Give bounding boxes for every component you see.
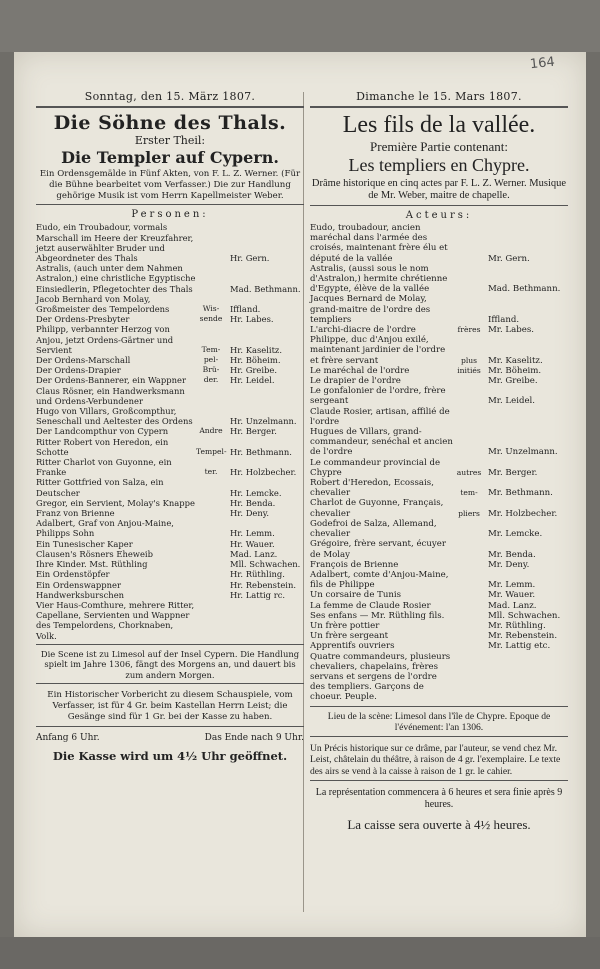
- cast-row: [310, 641, 568, 651]
- cast-row: [310, 325, 568, 335]
- cast-actor: Hr. Rebenstein.: [230, 579, 297, 590]
- cast-role: Un frère pottier: [310, 620, 380, 631]
- cast-actor: Hr. Gern.: [230, 253, 270, 263]
- cast-row: [310, 223, 568, 264]
- cast-role: Ritter Charlot von Guyonne, ein Franke: [36, 457, 172, 478]
- cast-role: Astralis, (auch unter dem Nahmen Astralon,) eine christliche Egyptische Einsiedlerin, Pflegetochter des Thals: [36, 263, 196, 294]
- cast-actor: Hr. Deny.: [230, 508, 270, 519]
- cast-role: Quatre commandeurs, plusieurs chevaliers, chapelains, frères servans et sergens de l'ordre des templiers. Garçons de choeur. Peuple.: [310, 651, 451, 703]
- cast-actor: Mr. Bethmann.: [488, 488, 553, 499]
- cast-group: Tem-: [201, 344, 221, 354]
- cast-group: initiés: [457, 365, 481, 375]
- cast-actor: Mll. Schwachen.: [230, 559, 301, 570]
- cast-actor: Iffland.: [230, 304, 261, 315]
- cast-row: [36, 263, 304, 294]
- cast-row: [36, 580, 304, 590]
- cast-actor: Mll. Schwachen.: [488, 610, 561, 621]
- cast-actor: Hr. Lemcke.: [230, 487, 282, 498]
- german-description: Ein Ordensgemälde in Fünf Akten, von F. L. Z. Werner. (Für die Bühne bearbeitet vom Verfasser.) Die zur Handlung gehörige Musik ist vom Herrn Kapellmeister Weber.: [39, 169, 301, 201]
- cast-actor: Hr. Böheim.: [230, 355, 281, 366]
- cast-row: [310, 611, 568, 621]
- cast-role: Ihre Kinder. Mst. Rüthling: [36, 559, 148, 570]
- cast-role: Handwerksburschen: [36, 589, 125, 600]
- cast-actor: Iffland.: [488, 314, 520, 325]
- cast-row: [310, 376, 568, 386]
- cast-row: [36, 559, 304, 569]
- cast-row: [36, 518, 304, 538]
- cast-role: Der Ordens-Bannerer, ein Wappner: [36, 375, 186, 386]
- cast-role: Der Landcompthur von Cypern: [36, 426, 169, 437]
- cast-actor: Hr. Unzelmann.: [230, 416, 297, 427]
- cast-role: Adalbert, comte d'Anjou-Maine, fils de Philippe: [310, 569, 449, 591]
- cast-row: [310, 601, 568, 611]
- cast-role: Le drapier de l'ordre: [310, 376, 401, 387]
- folio-number: 164: [529, 54, 556, 73]
- cast-role: Clausen's Rösners Eheweib: [36, 548, 153, 559]
- rule: [310, 706, 568, 707]
- cast-role: Adalbert, Graf von Anjou-Maine, Philipps Sohn: [36, 518, 174, 539]
- cast-actor: Hr. Wauer.: [230, 538, 275, 549]
- cast-role: Le gonfalonier de l'ordre, frère sergeant: [310, 386, 446, 407]
- french-scene: Lieu de la scène: Limesol dans l'île de Chypre. Epoque de l'événement: l'an 1306.: [327, 710, 551, 733]
- cast-actor: Mr. Berger.: [488, 467, 538, 478]
- cast-row: [36, 590, 304, 600]
- cast-row: [36, 386, 304, 406]
- cast-row: [36, 355, 304, 365]
- cast-role: Philipp, verbannter Herzog von Anjou, jetzt Ordens-Gärtner und Servient: [36, 324, 174, 355]
- cast-row: [310, 498, 568, 518]
- french-cast-heading: Acteurs:: [405, 210, 473, 221]
- cast-role: Jacob Bernhard von Molay, Großmeister des Tempelordens: [36, 293, 170, 315]
- rule: [310, 205, 568, 206]
- french-date: Dimanche le 15. Mars 1807.: [356, 90, 522, 103]
- cast-row: [36, 294, 304, 314]
- cast-role: Vier Haus-Comthure, mehrere Ritter, Capellane, Servienten und Wappner des Tempelordens, Chorknaben, Volk.: [36, 599, 195, 641]
- cast-actor: Hr. Leidel.: [230, 375, 275, 386]
- cast-row: [310, 386, 568, 406]
- cast-actor: Hr. Rüthling.: [230, 569, 285, 580]
- cast-role: Ein Tunesischer Kaper: [36, 538, 133, 549]
- cast-actor: Mr. Rüthling.: [488, 620, 546, 631]
- cast-actor: Mr. Böheim.: [488, 365, 542, 376]
- cast-role: Charlot de Guyonne, Français, chevalier: [310, 498, 444, 519]
- cast-group: pliers: [458, 508, 480, 518]
- cast-group: Tempel-: [196, 446, 227, 456]
- cast-role: Claude Rosier, artisan, affilié de l'ordre: [310, 406, 450, 427]
- cast-role: Der Ordens-Marschall: [36, 355, 131, 366]
- german-cast-heading: Personen:: [131, 209, 209, 221]
- cast-actor: Mr. Lemm.: [488, 580, 536, 591]
- cast-role: Ritter Robert von Heredon, ein Schotte: [36, 436, 169, 457]
- rule: [36, 644, 304, 645]
- cast-row: [310, 335, 568, 366]
- cast-actor: Mr. Kaselitz.: [488, 355, 543, 366]
- cast-actor: Mr. Holzbecher.: [488, 508, 558, 519]
- cast-role: Der Ordens-Drapier: [36, 365, 121, 376]
- rule: [310, 780, 568, 781]
- cast-row: [310, 590, 568, 600]
- cast-actor: Hr. Bethmann.: [230, 446, 292, 457]
- cast-group: Brü-: [202, 365, 220, 375]
- cast-role: Der Ordens-Presbyter: [36, 314, 130, 325]
- cast-actor: Hr. Lemm.: [230, 528, 275, 539]
- german-times: [36, 733, 304, 743]
- german-cast-list: [36, 222, 304, 640]
- german-play-title: Die Templer auf Cypern.: [61, 148, 279, 167]
- rule: [310, 736, 568, 737]
- cast-role: L'archi-diacre de l'ordre: [310, 325, 416, 336]
- cast-role: Hugo von Villars, Großcompthur, Seneschall und Aeltester des Ordens: [36, 406, 193, 427]
- cast-actor: Mad. Bethmann.: [230, 283, 301, 294]
- french-times: La représentation commencera à 6 heures et sera finie après 9 heures.: [315, 787, 563, 811]
- cast-row: [36, 426, 304, 436]
- french-box-office: La caisse sera ouverte à 4½ heures.: [347, 817, 531, 833]
- cast-role: Apprentifs ouvriers: [310, 641, 395, 652]
- cast-group: sende: [199, 314, 223, 324]
- cast-group: Andre: [199, 426, 223, 436]
- cast-row: [36, 549, 304, 559]
- cast-actor: Hr. Greibe.: [230, 365, 278, 376]
- cast-role: Ses enfans — Mr. Rüthling fils.: [310, 610, 445, 621]
- german-column: [36, 90, 304, 763]
- cast-row: [36, 477, 304, 497]
- cast-actor: Mad. Lanz.: [230, 548, 278, 559]
- french-play-title: Les templiers en Chypre.: [348, 155, 530, 175]
- cast-role: Robert d'Heredon, Ecossais, chevalier: [310, 478, 434, 499]
- cast-row: [310, 478, 568, 498]
- german-box-office: Die Kasse wird um 4½ Uhr geöffnet.: [52, 748, 288, 763]
- cast-row: [36, 222, 304, 263]
- cast-row: [36, 324, 304, 355]
- cast-actor: Mr. Unzelmann.: [488, 447, 558, 458]
- cast-actor: Mr. Lemcke.: [488, 529, 543, 540]
- rule: [36, 683, 304, 684]
- cast-actor: Mr. Deny.: [488, 559, 530, 570]
- cast-row: [36, 539, 304, 549]
- rule: [36, 726, 304, 727]
- cast-role: Un corsaire de Tunis: [310, 590, 402, 601]
- cast-role: La femme de Claude Rosier: [310, 600, 431, 611]
- cast-group: ter.: [204, 467, 218, 477]
- cast-role: Ritter Gottfried von Salza, ein Deutscher: [36, 477, 164, 498]
- cast-actor: Hr. Holzbecher.: [230, 467, 297, 478]
- german-date: Sonntag, den 15. März 1807.: [84, 90, 256, 103]
- cast-row: [36, 498, 304, 508]
- cast-role: Hugues de Villars, grand-commandeur, senéchal et ancien de l'ordre: [310, 427, 453, 458]
- cast-row: [36, 569, 304, 579]
- rule: [36, 204, 304, 205]
- german-scene: Die Scene ist zu Limesol auf der Insel Cypern. Die Handlung spielt im Jahre 1306, fängt des Morgens an, und dauert bis zum andern Morgen.: [40, 648, 300, 680]
- cast-role: Godefroi de Salza, Allemand, chevalier: [310, 518, 437, 540]
- cast-row: [36, 437, 304, 457]
- german-start-time: Anfang 6 Uhr.: [36, 732, 100, 743]
- cast-actor: Mr. Wauer.: [488, 590, 536, 601]
- cast-role: Astralis, (aussi sous le nom d'Astralon,) hermite chrétienne d'Egypte, élève de la vallée: [310, 263, 448, 295]
- cast-role: Un frère sergeant: [310, 631, 389, 642]
- cast-row: [310, 458, 568, 478]
- cast-actor: Mr. Lattig etc.: [488, 641, 551, 652]
- cast-actor: Mr. Leidel.: [488, 396, 536, 407]
- cast-role: Jacques Bernard de Molay, grand-maitre de l'ordre des templiers: [310, 294, 431, 325]
- scan-margin-top: [0, 0, 600, 52]
- german-title: Die Söhne des Thals.: [53, 112, 287, 134]
- cast-row: [310, 560, 568, 570]
- playbill-sheet: [14, 52, 586, 937]
- cast-row: [310, 427, 568, 458]
- cast-actor: Hr. Labes.: [230, 314, 274, 325]
- cast-actor: Mr. Gern.: [488, 253, 530, 264]
- cast-role: Le maréchal de l'ordre: [310, 365, 410, 376]
- cast-row: [310, 294, 568, 325]
- french-title: Les fils de la vallée.: [342, 112, 536, 138]
- cast-row: [36, 314, 304, 324]
- cast-role: Eudo, ein Troubadour, vormals Marschall im Heere der Kreuzfahrer, jetzt auserwählter Bruder und Abgeordneter des Thals: [36, 222, 194, 263]
- cast-row: [310, 407, 568, 427]
- cast-row: [36, 406, 304, 426]
- french-cast-list: [310, 223, 568, 703]
- cast-row: [310, 264, 568, 295]
- cast-actor: Mr. Labes.: [488, 325, 534, 336]
- cast-row: [36, 508, 304, 518]
- cast-group: tem-: [460, 488, 478, 498]
- cast-row: [36, 600, 304, 641]
- cast-actor: Mr. Benda.: [488, 549, 536, 560]
- cast-role: Franz von Brienne: [36, 508, 115, 519]
- french-notice: Un Précis historique sur ce drâme, par l'auteur, se vend chez Mr. Leist, châtelain du théâtre, à raison de 4 gr. l'exemplaire. Le texte des airs se vend à la caisse à raison de 1 gr. le cahier.: [310, 742, 561, 777]
- cast-actor: Hr. Benda.: [230, 497, 276, 508]
- cast-role: Ein Ordenstöpfer: [36, 569, 110, 580]
- cast-group: plus: [460, 355, 478, 365]
- rule: [36, 106, 304, 108]
- french-column: [310, 90, 568, 833]
- cast-row: [310, 570, 568, 590]
- french-description: Drâme historique en cinq actes par F. L. Z. Werner. Musique de Mr. Weber, maitre de chapelle.: [311, 178, 567, 201]
- french-part: Première Partie contenant:: [370, 139, 508, 154]
- cast-group: pel-: [203, 355, 219, 365]
- cast-group: autres: [456, 467, 482, 477]
- cast-row: [310, 621, 568, 631]
- cast-role: Claus Rösner, ein Handwerksmann und Ordens-Verbundener: [36, 385, 185, 406]
- scan-margin-bottom: [0, 937, 600, 969]
- cast-role: François de Brienne: [310, 559, 399, 570]
- cast-actor: Hr. Lattig rc.: [230, 589, 286, 600]
- cast-group: der.: [203, 375, 219, 385]
- cast-group: frères: [457, 325, 481, 335]
- cast-role: Gregor, ein Servient, Molay's Knappe: [36, 497, 195, 508]
- cast-row: [36, 375, 304, 385]
- cast-row: [310, 631, 568, 641]
- cast-row: [310, 366, 568, 376]
- cast-actor: Hr. Berger.: [230, 426, 277, 437]
- cast-actor: Mr. Greibe.: [488, 376, 538, 387]
- cast-row: [36, 457, 304, 477]
- cast-role: Grégoire, frère servant, écuyer de Molay: [310, 539, 446, 560]
- cast-row: [310, 652, 568, 703]
- cast-actor: Mad. Lanz.: [488, 600, 537, 611]
- german-part: Erster Theil:: [134, 134, 206, 147]
- cast-role: Philippe, duc d'Anjou exilé, maintenant jardinier de l'ordre et frère servant: [310, 335, 446, 366]
- cast-actor: Hr. Kaselitz.: [230, 344, 283, 355]
- cast-row: [36, 365, 304, 375]
- cast-row: [310, 539, 568, 559]
- cast-actor: Mad. Bethmann.: [488, 284, 561, 295]
- cast-role: Ein Ordenswappner: [36, 579, 121, 590]
- cast-actor: Mr. Rebenstein.: [488, 631, 558, 642]
- german-end-time: Das Ende nach 9 Uhr.: [204, 732, 304, 743]
- cast-role: Le commandeur provincial de Chypre: [310, 457, 441, 478]
- cast-row: [310, 519, 568, 539]
- rule: [310, 106, 568, 108]
- cast-role: Eudo, troubadour, ancien maréchal dans l'armée des croisés, maintenant frère élu et député de la vallée: [310, 223, 448, 264]
- german-notice: Ein Historischer Vorbericht zu diesem Schauspiele, vom Verfasser, ist für 4 Gr. beim Kastellan Herrn Leist; die Gesänge sind für 1 Gr. bei der Kasse zu haben.: [47, 689, 293, 722]
- cast-group: Wis-: [202, 304, 220, 314]
